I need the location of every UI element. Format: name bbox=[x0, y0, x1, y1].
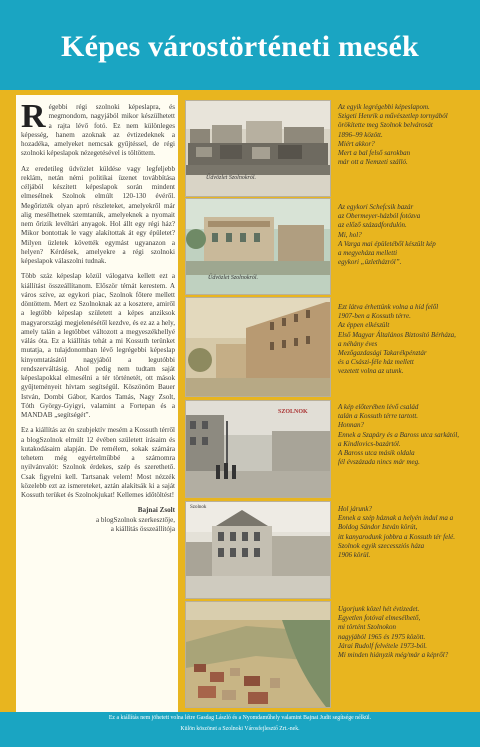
postcard-image bbox=[185, 400, 331, 498]
postcard-image bbox=[185, 100, 331, 197]
street-scene-image bbox=[186, 401, 330, 497]
caption: Ugorjunk közel hét évtizedet. Egyetlen fotóval elmesélhető, mi történt Szolnokon nagyjából 1965 és 1975 között. Járai Rudolf felvétele 1973-ból. Mi minden hiányzik még/már a képről? bbox=[338, 605, 449, 660]
caption: A kép előterében lévő család talán a Kossuth térre tartott. Honnan? Ennek a Szapáry és a Baross utca sarkától, a Kindlovics-bazártól. A Baross utca másik oldala fél évszázada nincs már meg. bbox=[338, 403, 460, 467]
caption: Ezt látva érhettünk volna a híd felől 1907-ben a Kossuth térre. Az éppen elkészült Első Magyar Általános Biztosító Bérháza, a néhány éves Mezőgazdasági Takarékpénztár és a Császi-féle ház mellett vezetett volna az utunk. bbox=[338, 303, 456, 376]
square-image bbox=[186, 298, 330, 396]
postcard-label: Üdvözlet Szolnokról. bbox=[206, 175, 256, 181]
intro-paragraph: Több száz képeslap közül válogatva kellett ezt a kiállítást összeállítanom. Először témát kerestem. A város szíve, az egykori piac, Szolnok főtere mellett döntöttem. Mert ez Szolnoknak az a kosztere, amiről a legtöbb képeslap született a képes anziksok magyarországi megjelenésétől kezdve, és ez az a hely, amely talán a legtöbbet változott a megyeszékhellyé válás óta. Ez a kiállítás tehát a mi Kossuth terünket mutatja, a tulajdonomban lévő legrégebbi képeslap kinyomtatásától nagyjából a legutóbbi rendszerváltásig. Ahol pedig nem tudtam saját képeslapokkal elmesélni a tér történetét, ott mások gyűjteményeit hívtam segítségül. Köszönöm Bauer István, Dombi Gábor, Kardos Tamás, Nagy Zsolt, Tóth György-Gyigyi, valamint a Fortepan és a MANDAB „segítségét”. bbox=[21, 272, 175, 419]
author-name: Bajnai Zsolt bbox=[137, 506, 175, 515]
postcard-label: SZOLNOK bbox=[278, 409, 308, 415]
postcard-image bbox=[185, 601, 331, 708]
postcard-label: Üdvözlet Szolnokról. bbox=[208, 275, 258, 281]
intro-paragraph: Az eredetileg üdvözlet küldése vagy legfeljebb reklám, netán némi politikai üzenet továbbítása céljából készített képeslapok során mindent elmesélnek Szolnok elmúlt 120-130 évéről. Megőrizték olyan apró részleteket, amelyekről már alig mesélhetnek szemtanúk, amelyeknek a nyomait nem őrizik levéltári anyagok. Hol állt egy régi ház? Mikor bontottak le vagy alakítottak át egy épületet? Milyen üzletek követték egymást ugyanazon a helyen? Kérdések, amelyekre a régi szolnoki képeslapok válaszolni tudnak. bbox=[21, 164, 175, 265]
postcard-label: Szolnok bbox=[190, 505, 207, 510]
building-image bbox=[186, 502, 330, 598]
intro-paragraph: Régebbi régi szolnoki képeslapra, és megmondom, nagyjából mikor készülhetett a rajta lévő fotó. Ez nem különleges képesség, hanem azoknak az évtizedeknek a hozadéka, amelyeket nemcsak gyűjtéssel, de régi szolnoki képeslapok nézegetésével is töltöttem. bbox=[21, 98, 175, 158]
panorama-image bbox=[186, 101, 330, 196]
caption: Az egykori Schefcsik bazár az Obermeyer-házból fotózva az előző századfordulón. Mi, hol? A Varga mai épületéből készült kép a megyeháza melletti egykori „üzletházról”. bbox=[338, 203, 436, 267]
dropcap-letter: R bbox=[21, 98, 46, 135]
page-title: Képes várostörténeti mesék bbox=[61, 30, 419, 63]
author-role: a kiállítás összeállítója bbox=[110, 524, 175, 533]
intro-text bbox=[21, 98, 175, 534]
caption: Hol járunk? Ennek a szép háznak a helyén indul ma a Boldog Sándor István körút, itt kanyarodunk jobbra a Kossuth tér felé. Szolnok egyik szecessziós háza 1906 körül. bbox=[338, 505, 455, 560]
footer-line: Ez a kiállítás nem jöhetett volna létre Gasdag László és a Nyomdaműhely valamint Bajnai Judit segítsége nélkül. bbox=[108, 715, 372, 721]
author-role: a blogSzolnok szerkesztője, bbox=[96, 515, 175, 524]
footer bbox=[0, 712, 480, 747]
footer-line: Külön köszönet a Szolnoki Városfejlesztő Zrt.-nek. bbox=[180, 726, 300, 732]
postcard-image bbox=[185, 198, 331, 295]
postcard-image bbox=[185, 501, 331, 599]
intro-paragraph: Ez a kiállítás az én szubjektív mesém a Kossuth térről a blogSzolnok elmúlt 12 évében született írásaim és kutakodásaim alapján. De remélem, sokak számára tehetem még egyértelműbbé a számomra nyilvánvalót: Szolnok érdekes, szép és szerethető. Csak figyelni kell. Tartsanak velem! Most nézzék közelebb ezt az ismereteket, aztán alakítsák ki a saját Kossuth terüket és Szolnokjukat! Kellemes időtöltést! bbox=[21, 426, 175, 499]
signature bbox=[21, 506, 175, 534]
caption: Az egyik legrégebbi képeslapom. Szigeti Henrik a művészetlep tornyából örökítette meg Szolnok belvárosát 1896–99 között. Miért akkor? Mert a bal felső sarokban már ott a Nemzeti szálló. bbox=[338, 103, 448, 167]
aerial-image bbox=[186, 602, 330, 707]
postcard-image bbox=[185, 297, 331, 397]
